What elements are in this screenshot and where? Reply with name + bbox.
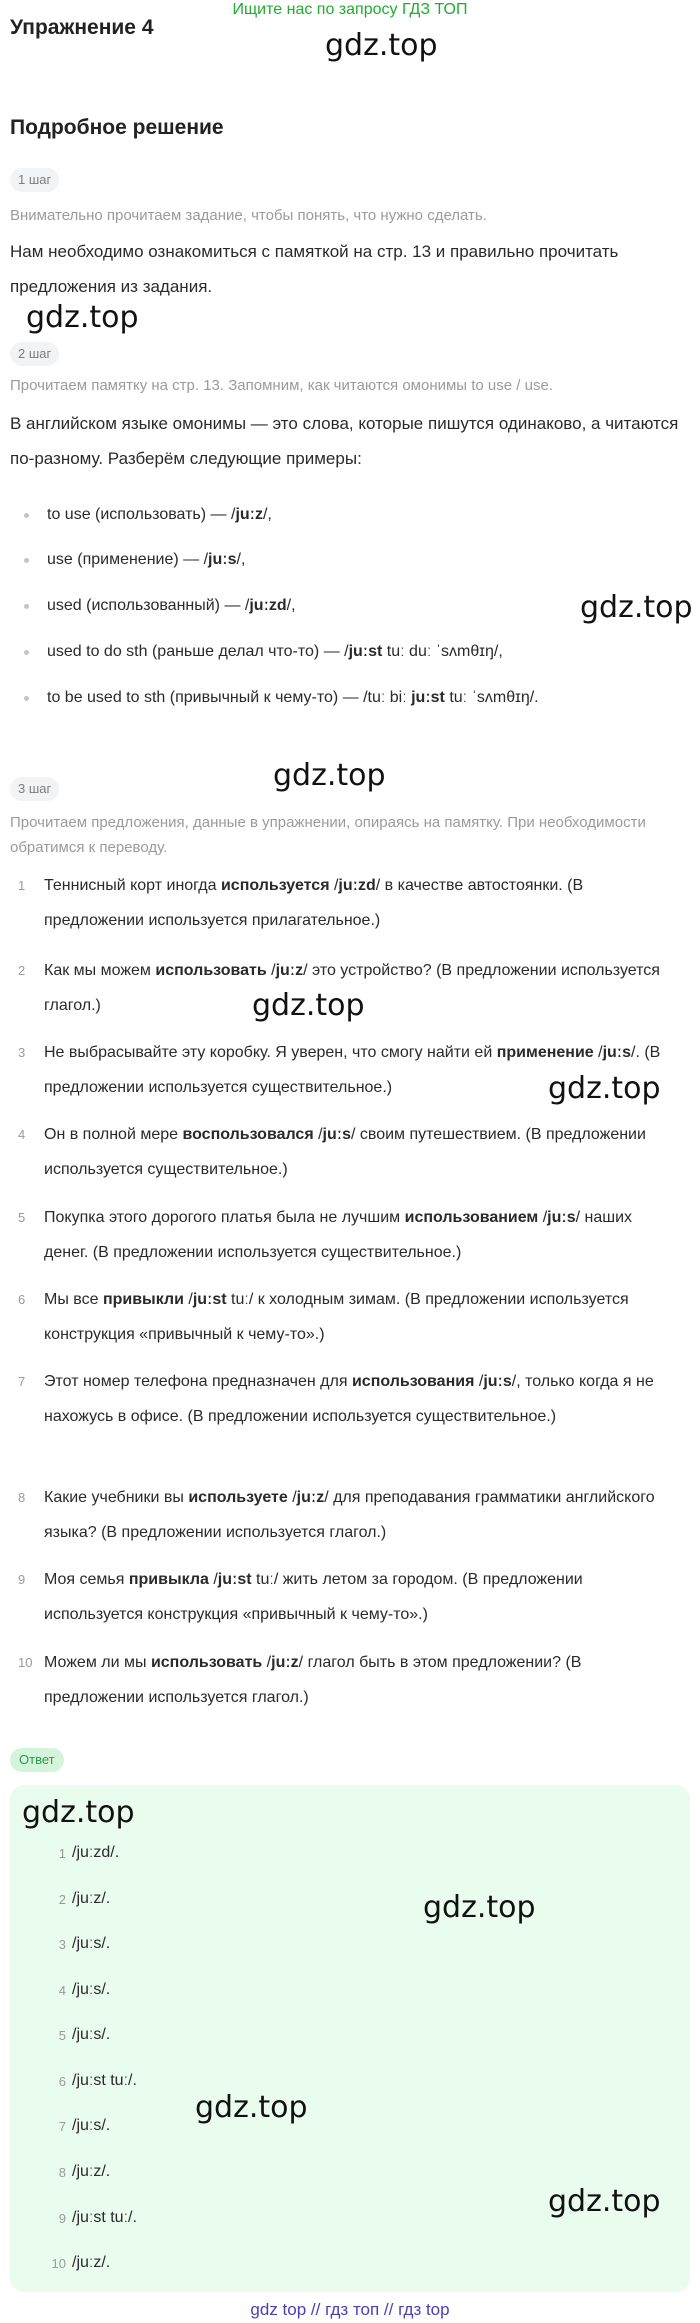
list-item: 5 Покупка этого дорогого платья была не лучшим использованием /juːs/ наших денег. (В предложении используется существительное.)	[18, 1209, 633, 1261]
list-item: 6 Мы все привыкли /juːst tuː/ к холодным зимам. (В предложении используется конструкция «привычный к чему-то».)	[18, 1291, 629, 1343]
step-2-badge: 2 шаг	[10, 342, 59, 366]
page-title: Упражнение 4	[10, 16, 154, 39]
answer-item: 6 /juːst tuː/.	[58, 2072, 137, 2089]
step-1-badge: 1 шаг	[10, 168, 59, 192]
list-item: to be used to sth (привычный к чему-то) — /tuː biː juːst tuː ˈsʌmθɪŋ/.	[24, 686, 674, 710]
list-item: 4 Он в полной мере воспользовался /juːs/ своим путешествием. (В предложении используется существительное.)	[18, 1126, 646, 1178]
watermark: gdz.top	[325, 28, 438, 63]
bullet-dot-icon	[24, 604, 29, 609]
list-item: 9 Моя семья привыкла /juːst tuː/ жить летом за городом. (В предложении используется конструкция «привычный к чему-то».)	[18, 1571, 583, 1623]
step-3-badge: 3 шаг	[10, 777, 59, 801]
answer-item: 1 /juːzd/.	[58, 1844, 120, 1861]
list-item: 10 Можем ли мы использовать /juːz/ глагол быть в этом предложении? (В предложении используется глагол.)	[18, 1654, 582, 1706]
step-2-hint: Прочитаем памятку на стр. 13. Запомним, как читаются омонимы to use / use.	[10, 377, 553, 394]
watermark: gdz.top	[423, 1890, 536, 1925]
section-title: Подробное решение	[10, 116, 224, 139]
list-item: 2 Как мы можем использовать /juːz/ это устройство? (В предложении используется глагол.)	[18, 962, 660, 1014]
list-item: use (применение) — /juːs/,	[24, 548, 674, 572]
bullet-dot-icon	[24, 513, 29, 518]
list-item: 7 Этот номер телефона предназначен для использования /juːs/, только когда я не нахожусь в офисе. (В предложении используется существительное.)	[18, 1373, 654, 1425]
step-1-text: Нам необходимо ознакомиться с памяткой на стр. 13 и правильно прочитать предложения из задания.	[10, 242, 619, 296]
list-item: 8 Какие учебники вы используете /juːz/ для преподавания грамматики английского языка? (В предложении используется глагол.)	[18, 1489, 655, 1541]
step-3-hint: Прочитаем предложения, данные в упражнении, опираясь на памятку. При необходимости обратимся к переводу.	[10, 814, 646, 856]
list-item: to use (использовать) — /juːz/,	[24, 503, 674, 527]
answer-badge: Ответ	[10, 1748, 64, 1772]
watermark: gdz.top	[252, 988, 365, 1023]
footer-links[interactable]: gdz top // гдз топ // гдз top	[250, 2300, 450, 2319]
watermark: gdz.top	[548, 2184, 661, 2219]
bullet-dot-icon	[24, 696, 29, 701]
list-item: 1 Теннисный корт иногда используется /juːzd/ в качестве автостоянки. (В предложении используется прилагательное.)	[18, 877, 584, 929]
list-item: used to do sth (раньше делал что-то) — /juːst tuː duː ˈsʌmθɪŋ/,	[24, 640, 674, 664]
step-1-hint: Внимательно прочитаем задание, чтобы понять, что нужно сделать.	[10, 207, 487, 224]
watermark: gdz.top	[195, 2090, 308, 2125]
list-item: 3 Не выбрасывайте эту коробку. Я уверен, что смогу найти ей применение /juːs/. (В предложении используется существительное.)	[18, 1044, 661, 1096]
answer-item: 8 /juːz/.	[58, 2163, 111, 2180]
answer-item: 9 /juːst tuː/.	[58, 2209, 137, 2226]
answer-item: 2 /juːz/.	[58, 1890, 111, 1907]
watermark: gdz.top	[273, 758, 386, 793]
bullet-dot-icon	[24, 650, 29, 655]
watermark: gdz.top	[22, 1795, 135, 1830]
step-2-text: В английском языке омонимы — это слова, которые пишутся одинаково, а читаются по-разному. Разберём следующие примеры:	[10, 414, 679, 468]
answer-item: 4 /juːs/.	[58, 1981, 111, 1998]
list-item: used (использованный) — /juːzd/,	[24, 594, 674, 618]
search-hint-banner: Ищите нас по запросу ГДЗ ТОП	[232, 1, 468, 18]
watermark: gdz.top	[26, 300, 139, 335]
answer-item: 10 /juːz/.	[51, 2254, 111, 2271]
answer-item: 7 /juːs/.	[58, 2117, 111, 2134]
answer-item: 3 /juːs/.	[58, 1935, 111, 1952]
watermark: gdz.top	[580, 590, 693, 625]
bullet-dot-icon	[24, 558, 29, 563]
answer-item: 5 /juːs/.	[58, 2026, 111, 2043]
watermark: gdz.top	[548, 1071, 661, 1106]
